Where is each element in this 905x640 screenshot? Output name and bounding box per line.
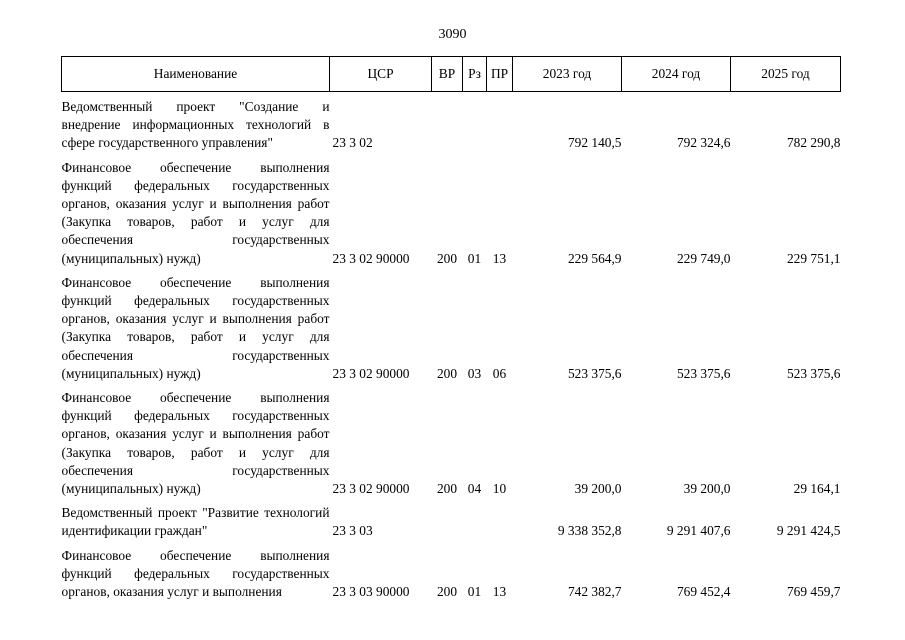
row-pr <box>487 504 513 546</box>
row-2024: 523 375,6 <box>676 365 731 381</box>
row-2024: 9 291 407,6 <box>666 523 731 539</box>
row-name: Финансовое обеспечение выполнения функций федеральных государственных органов, оказания услуг и выполнения <box>61 547 330 600</box>
row-2025: 9 291 424,5 <box>776 523 841 539</box>
row-2023: 792 140,5 <box>567 135 622 151</box>
row-2023: 39 200,0 <box>574 481 622 497</box>
row-2023: 742 382,7 <box>567 584 622 600</box>
row-pr: 06 <box>492 365 507 381</box>
header-name: Наименование <box>62 57 330 92</box>
budget-table <box>61 56 841 607</box>
row-name: Финансовое обеспечение выполнения функций федеральных государственных органов, оказания услуг и выполнения работ (Закупка товаров, работ и услуг для обеспечения государственных (муниципальных) нужд) <box>61 159 330 266</box>
row-name: Ведомственный проект "Создание и внедрение информационных технологий в сфере государственного управления" <box>61 99 330 151</box>
row-csr: 23 3 02 90000 <box>332 250 410 266</box>
row-vr <box>432 504 463 546</box>
row-vr: 200 <box>436 365 458 381</box>
table-body <box>62 92 841 608</box>
table-row <box>62 274 841 389</box>
row-pr: 13 <box>492 584 507 600</box>
header-2024: 2024 год <box>622 57 731 92</box>
row-2024: 792 324,6 <box>676 135 731 151</box>
table-row <box>62 389 841 504</box>
row-2024: 769 452,4 <box>676 584 731 600</box>
row-2024: 229 749,0 <box>676 250 731 266</box>
row-2025: 29 164,1 <box>793 481 841 497</box>
header-2025: 2025 год <box>731 57 841 92</box>
row-2023: 9 338 352,8 <box>557 523 622 539</box>
row-rz: 04 <box>467 481 482 497</box>
row-csr: 23 3 03 <box>332 523 373 539</box>
row-2023: 229 564,9 <box>567 250 622 266</box>
table-header <box>62 57 841 92</box>
row-name: Ведомственный проект "Развитие технологий идентификации граждан" <box>61 505 330 539</box>
row-pr: 13 <box>492 250 507 266</box>
row-vr: 200 <box>436 250 458 266</box>
row-csr: 23 3 02 <box>332 135 373 151</box>
row-rz: 03 <box>467 365 482 381</box>
row-2025: 769 459,7 <box>786 584 841 600</box>
table-row <box>62 92 841 159</box>
row-csr: 23 3 03 90000 <box>332 584 410 600</box>
table-row <box>62 159 841 274</box>
row-vr: 200 <box>436 481 458 497</box>
row-csr: 23 3 02 90000 <box>332 481 410 497</box>
row-rz: 01 <box>467 584 482 600</box>
row-2025: 229 751,1 <box>786 250 841 266</box>
row-2023: 523 375,6 <box>567 365 622 381</box>
row-pr: 10 <box>492 481 507 497</box>
row-rz <box>463 92 487 159</box>
row-pr <box>487 92 513 159</box>
row-vr <box>432 92 463 159</box>
row-vr: 200 <box>436 584 458 600</box>
row-csr: 23 3 02 90000 <box>332 365 410 381</box>
page-number: 3090 <box>438 27 467 42</box>
row-2025: 782 290,8 <box>786 135 841 151</box>
header-csr: ЦСР <box>330 57 432 92</box>
row-name: Финансовое обеспечение выполнения функций федеральных государственных органов, оказания услуг и выполнения работ (Закупка товаров, работ и услуг для обеспечения государственных (муниципальных) нужд) <box>61 390 330 497</box>
row-name: Финансовое обеспечение выполнения функций федеральных государственных органов, оказания услуг и выполнения работ (Закупка товаров, работ и услуг для обеспечения государственных (муниципальных) нужд) <box>61 274 330 381</box>
table-row <box>62 504 841 546</box>
row-2024: 39 200,0 <box>683 481 731 497</box>
row-rz: 01 <box>467 250 482 266</box>
header-pr: ПР <box>487 57 513 92</box>
header-vr: ВР <box>432 57 463 92</box>
table-row <box>62 547 841 608</box>
row-2025: 523 375,6 <box>786 365 841 381</box>
header-rz: Рз <box>463 57 487 92</box>
header-2023: 2023 год <box>513 57 622 92</box>
row-rz <box>463 504 487 546</box>
